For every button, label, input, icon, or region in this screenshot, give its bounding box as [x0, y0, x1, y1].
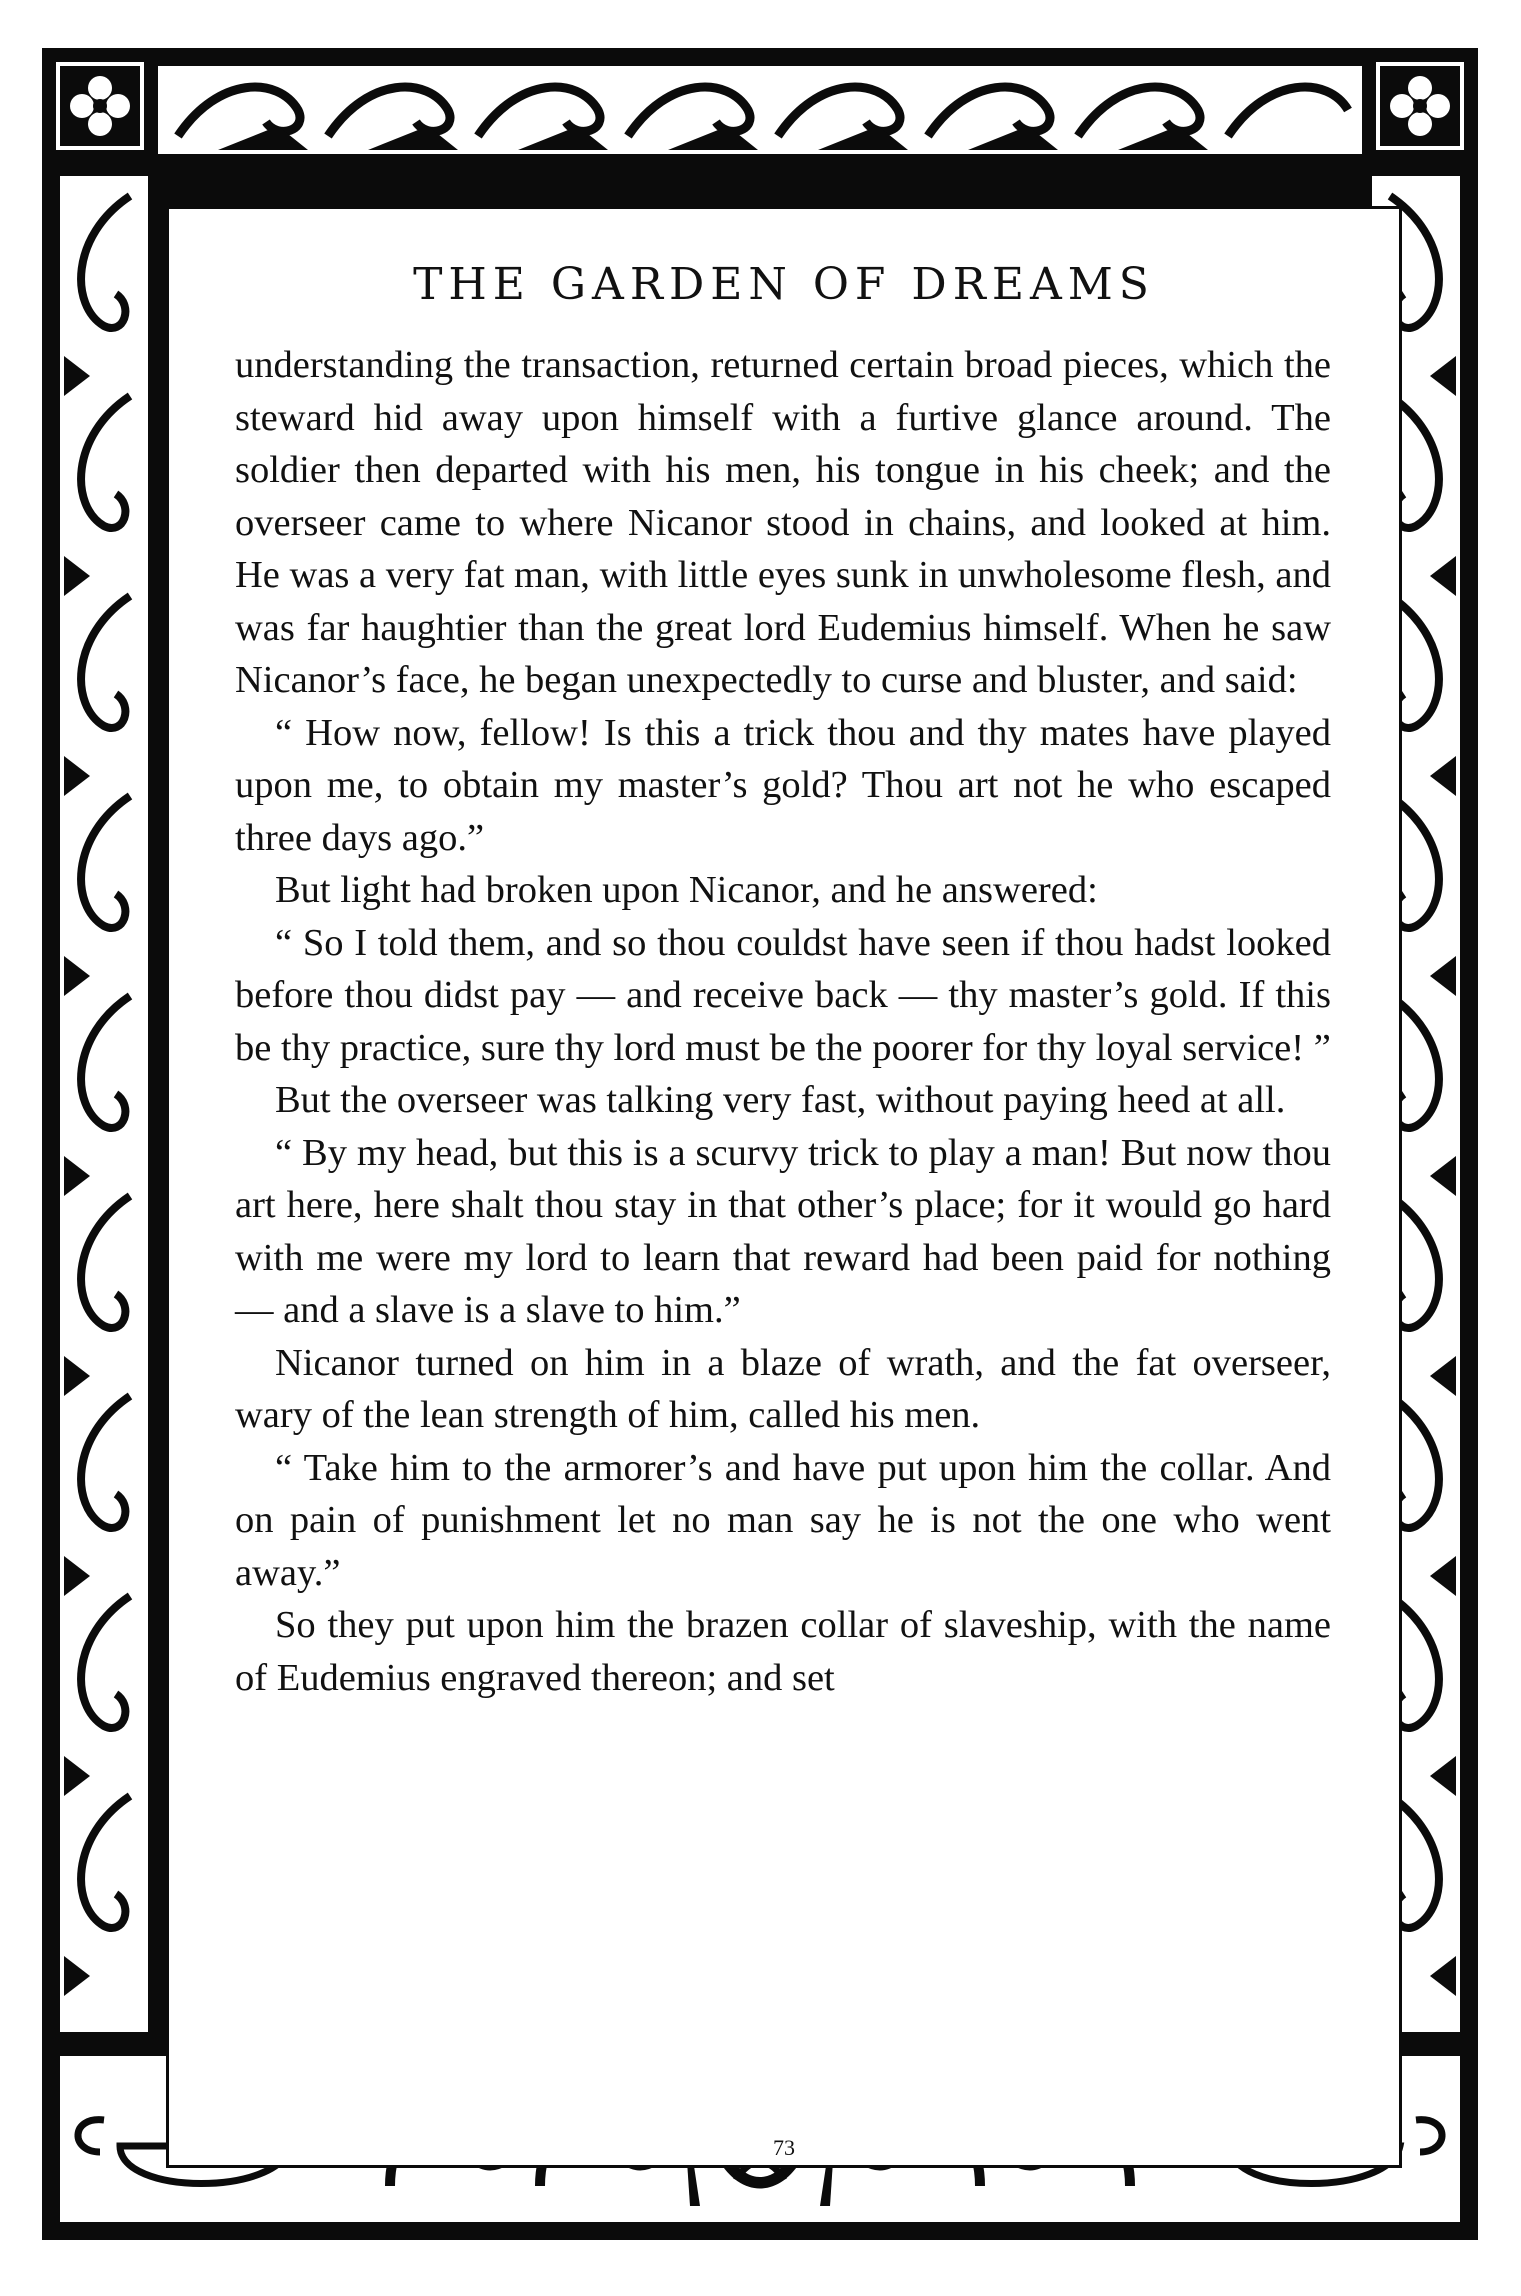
paragraph: “ How now, fellow! Is this a trick thou and thy mates have played upon me, to obtain my master’s gold? Thou art not he who escaped three days ago.”: [235, 711, 1331, 859]
body-text: [235, 339, 1331, 1704]
running-head: THE GARDEN OF DREAMS: [413, 259, 1155, 310]
paragraph: “ Take him to the armorer’s and have put upon him the collar. And on pain of punishment let no man say he is not the one who went away.”: [235, 1446, 1331, 1594]
paragraph: understanding the transaction, returned certain broad pieces, which the steward hid away upon himself with a furtive glance around. The soldier then departed with his men, his tongue in his cheek; and the overseer came to where Nicanor stood in chains, and looked at him. He was a very fat man, with little eyes sunk in unwholesome flesh, and was far haughtier than the great lord Eudemius himself. When he saw Nicanor’s face, he began unexpectedly to curse and bluster, and said:: [235, 344, 1331, 701]
top-scroll-ornament: [154, 62, 1366, 158]
paragraph: Nicanor turned on him in a blaze of wrath, and the fat overseer, wary of the lean strength of him, called his men.: [235, 1341, 1331, 1436]
decorative-page-border: [42, 48, 1478, 2240]
page-number: 73: [773, 2135, 795, 2160]
paragraph: So they put upon him the brazen collar of slaveship, with the name of Eudemius engraved thereon; and set: [235, 1604, 1331, 1699]
corner-flower-ornament-top-right: [1376, 62, 1464, 150]
corner-flower-ornament-top-left: [56, 62, 144, 150]
paragraph: But the overseer was talking very fast, without paying heed at all.: [275, 1079, 1286, 1121]
paragraph: “ So I told them, and so thou couldst have seen if thou hadst looked before thou didst pay — and receive back — thy master’s gold. If this be thy practice, sure thy lord must be the poorer for thy loyal service! ”: [235, 921, 1331, 1069]
paragraph: But light had broken upon Nicanor, and he answered:: [275, 869, 1098, 911]
paragraph: “ By my head, but this is a scurvy trick to play a man! But now thou art here, here shalt thou stay in that other’s place; for it would go hard with me were my lord to learn that reward had been paid for nothing — and a slave is a slave to him.”: [235, 1131, 1331, 1331]
text-panel: [166, 206, 1402, 2168]
left-scroll-ornament: [56, 172, 152, 2036]
